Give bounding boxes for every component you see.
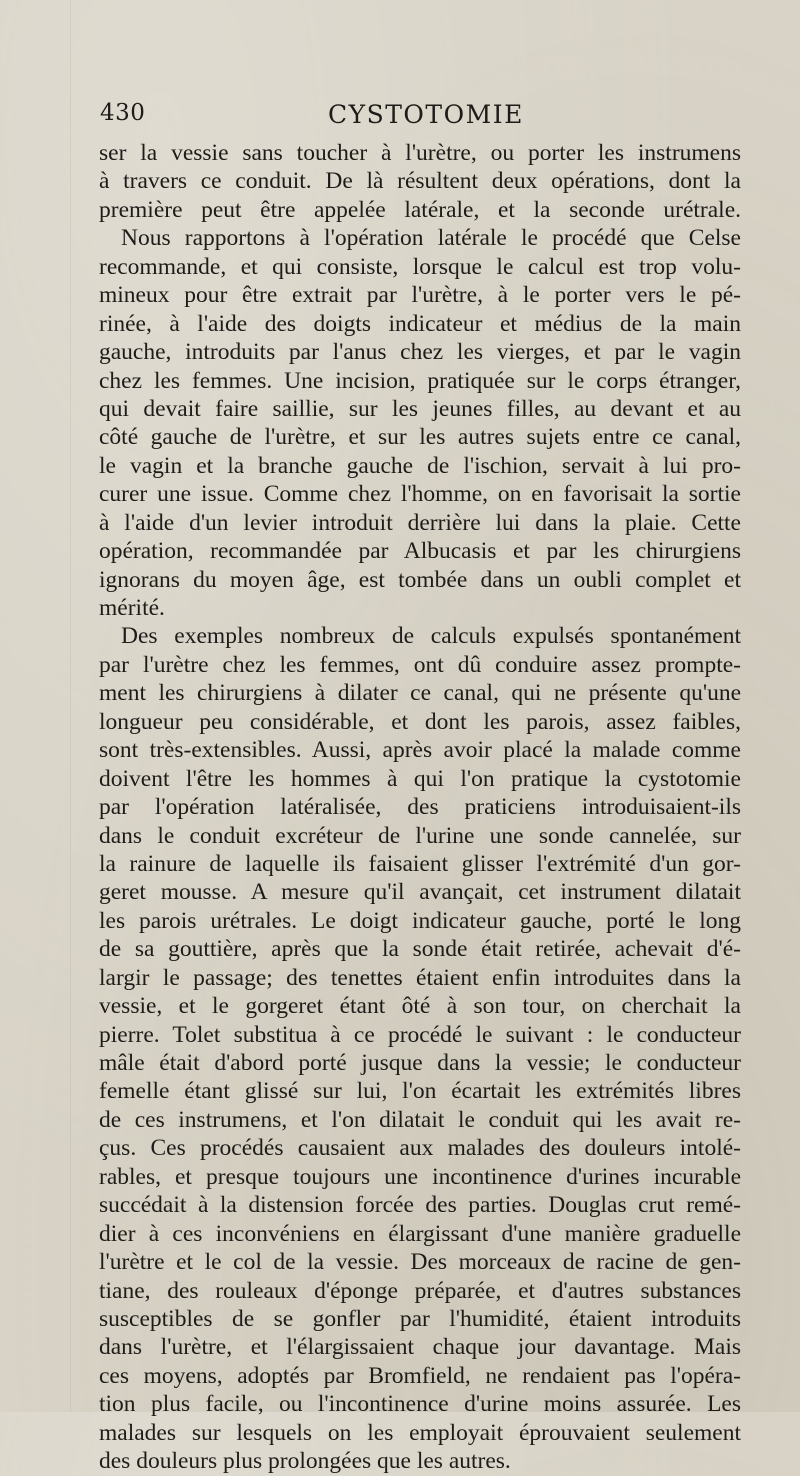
text-line: les parois urétrales. Le doigt indicateur gauche, porté le long: [99, 907, 741, 934]
page-edge-shadow: [70, 0, 71, 1412]
text-line: geret mousse. A mesure qu'il avançait, cet instrument dilatait: [99, 879, 741, 906]
text-line: ces moyens, adoptés par Bromfield, ne rendaient pas l'opéra-: [99, 1362, 741, 1389]
text-line: Nous rapportons à l'opération latérale le procédé que Celse: [121, 225, 741, 252]
text-line: à l'aide d'un levier introduit derrière lui dans la plaie. Cette: [99, 509, 741, 536]
text-line: pierre. Tolet substitua à ce procédé le suivant : le conducteur: [99, 1021, 741, 1048]
text-line: mâle était d'abord porté jusque dans la vessie; le conducteur: [99, 1050, 741, 1076]
text-line: mineux pour être extrait par l'urètre, à le porter vers le pé-: [99, 282, 741, 309]
text-line: de sa gouttière, après que la sonde était retirée, achevait d'é-: [99, 936, 741, 963]
text-line: ment les chirurgiens à dilater ce canal, qui ne présente qu'une: [99, 680, 741, 707]
text-line: par l'opération latéralisée, des praticiens introduisaient-ils: [99, 794, 741, 821]
text-line: dans l'urètre, et l'élargissaient chaque jour davantage. Mais: [99, 1334, 741, 1361]
text-line: ignorans du moyen âge, est tombée dans un oubli complet et: [99, 566, 741, 593]
text-line: susceptibles de se gonfler par l'humidité, étaient introduits: [99, 1305, 741, 1332]
text-line: sont très-extensibles. Aussi, après avoir placé la malade comme: [99, 737, 741, 764]
text-line: de ces instrumens, et l'on dilatait le conduit qui les avait re-: [99, 1106, 741, 1133]
text-line: côté gauche de l'urètre, et sur les autres sujets entre ce canal,: [99, 424, 741, 451]
text-line: dier à ces inconvéniens en élargissant d'une manière graduelle: [99, 1220, 741, 1247]
text-line: le vagin et la branche gauche de l'ischion, servait à lui pro-: [99, 452, 741, 479]
text-line: rinée, à l'aide des doigts indicateur et médius de la main: [99, 310, 741, 337]
text-line: gauche, introduits par l'anus chez les vierges, et par le vagin: [99, 339, 741, 366]
text-line: rables, et presque toujours une incontinence d'urines incurable: [99, 1163, 741, 1190]
text-line: recommande, et qui consiste, lorsque le calcul est trop volu-: [99, 253, 741, 280]
text-line: longueur peu considérable, et dont les parois, assez faibles,: [99, 708, 741, 735]
text-line: doivent l'être les hommes à qui l'on pratique la cystotomie: [99, 765, 741, 792]
text-line: Des exemples nombreux de calculs expulsés spontanément: [121, 623, 741, 650]
text-line: dans le conduit excréteur de l'urine une sonde cannelée, sur: [99, 822, 741, 849]
text-line: la rainure de laquelle ils faisaient glisser l'extrémité d'un gor-: [99, 850, 741, 877]
text-line: largir le passage; des tenettes étaient enfin introduites dans la: [99, 964, 741, 991]
text-line: à travers ce conduit. De là résultent deux opérations, dont la: [99, 168, 741, 195]
text-line: l'urètre et le col de la vessie. Des morceaux de racine de gen-: [99, 1249, 741, 1276]
page-number: 430: [100, 100, 146, 126]
text-line: vessie, et le gorgeret étant ôté à son tour, on cherchait la: [99, 993, 741, 1020]
text-line: mérité.: [99, 595, 165, 621]
text-line: çus. Ces procédés causaient aux malades des douleurs intolé-: [99, 1135, 741, 1162]
text-line: opération, recommandée par Albucasis et par les chirurgiens: [99, 538, 741, 565]
text-line: qui devait faire saillie, sur les jeunes filles, au devant et au: [99, 395, 741, 422]
text-line: femelle étant glissé sur lui, l'on écartait les extrémités libres: [99, 1078, 741, 1105]
text-line: première peut être appelée latérale, et la seconde urétrale.: [99, 196, 741, 223]
text-line: ser la vessie sans toucher à l'urètre, ou porter les instrumens: [99, 140, 741, 166]
text-line: tion plus facile, ou l'incontinence d'urine moins assurée. Les: [99, 1391, 741, 1418]
page-header: [100, 100, 740, 140]
text-line: succédait à la distension forcée des parties. Douglas crut remé-: [99, 1192, 741, 1219]
text-line: curer une issue. Comme chez l'homme, on en favorisait la sortie: [99, 481, 741, 508]
text-line: des douleurs plus prolongées que les autres.: [99, 1448, 511, 1475]
text-line: par l'urètre chez les femmes, ont dû conduire assez prompte-: [99, 651, 741, 678]
running-title: CYSTOTOMIE: [328, 100, 524, 129]
text-line: chez les femmes. Une incision, pratiquée sur le corps étranger,: [99, 367, 741, 394]
text-line: tiane, des rouleaux d'éponge préparée, et d'autres substances: [99, 1277, 741, 1304]
body-text: [99, 139, 741, 1476]
text-line: malades sur lesquels on les employait éprouvaient seulement: [99, 1419, 741, 1446]
